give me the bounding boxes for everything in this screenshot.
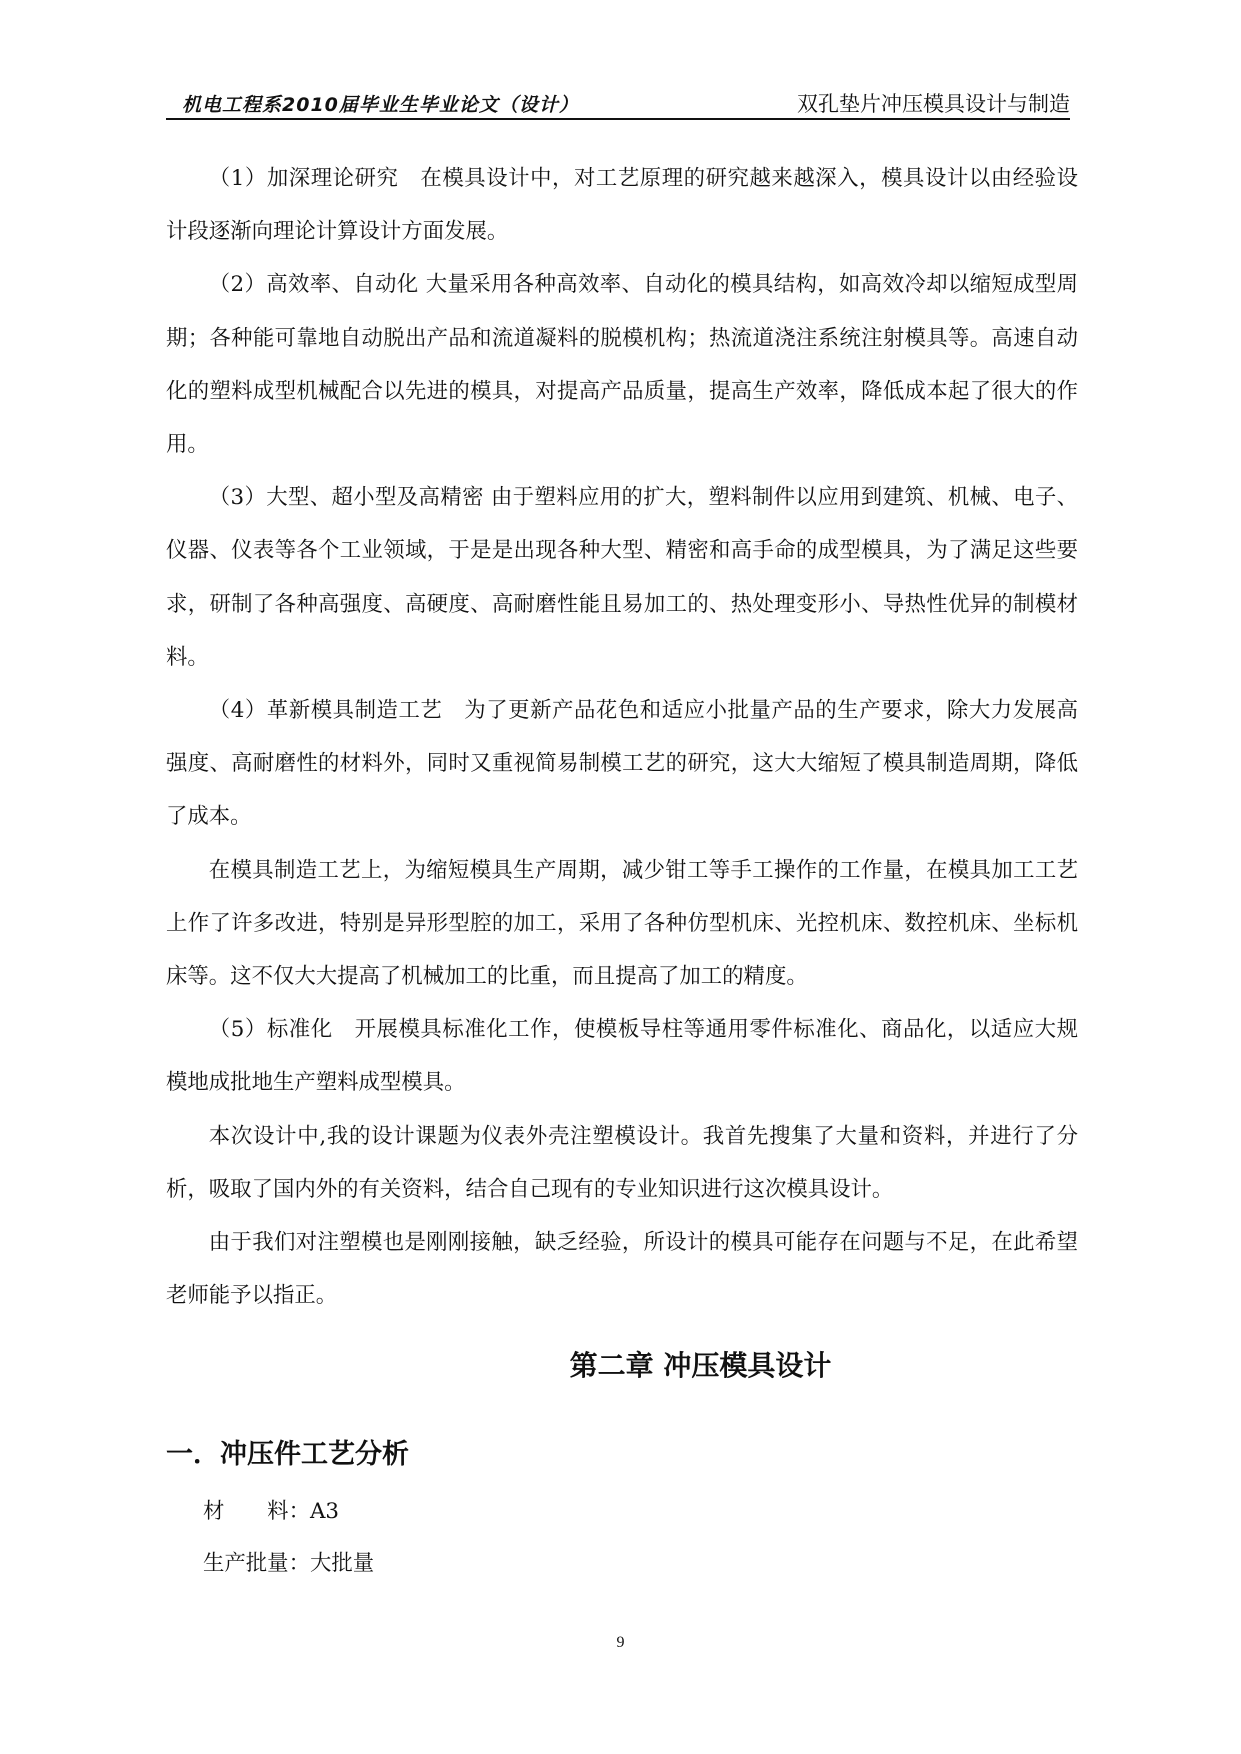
header-right-text: 双孔垫片冲压模具设计与制造 (797, 92, 1070, 116)
page-header (166, 88, 1070, 120)
chapter-title: 第二章 冲压模具设计 (569, 1349, 832, 1382)
paragraph-5: 在模具制造工艺上，为缩短模具生产周期，减少钳工等手工操作的工作量，在模具加工工艺上作了许多改进，特别是异形型腔的加工，采用了各种仿型机床、光控机床、数控机床、坐标机床等。这不仅大大提高了机械加工的比重，而且提高了加工的精度。 (166, 857, 1078, 990)
material-field (203, 1494, 339, 1525)
material-label: 材 料： (203, 1499, 310, 1524)
batch-field (203, 1546, 374, 1577)
batch-value: 大批量 (309, 1551, 375, 1576)
material-value: A3 (309, 1499, 340, 1524)
section-title: 一．冲压件工艺分析 (166, 1439, 409, 1470)
paragraph-1: （1）加深理论研究 在模具设计中，对工艺原理的研究越来越深入，模具设计以由经验设计段逐渐向理论计算设计方面发展。 (166, 166, 1078, 245)
header-left-text: 机电工程系2010届毕业生毕业论文（设计） (182, 94, 579, 116)
paragraph-3: （3）大型、超小型及高精密 由于塑料应用的扩大，塑料制件以应用到建筑、机械、电子、仪器、仪表等各个工业领域，于是是出现各种大型、精密和高手命的成型模具，为了满足这些要求，研制了各种高强度、高硬度、高耐磨性能且易加工的、热处理变形小、导热性优异的制模材料。 (166, 485, 1078, 670)
paragraph-8: 由于我们对注塑模也是刚刚接触，缺乏经验，所设计的模具可能存在问题与不足，在此希望老师能予以指正。 (166, 1230, 1078, 1309)
paragraph-7: 本次设计中,我的设计课题为仪表外壳注塑模设计。我首先搜集了大量和资料，并进行了分析，吸取了国内外的有关资料，结合自己现有的专业知识进行这次模具设计。 (166, 1123, 1078, 1202)
batch-label: 生产批量： (203, 1551, 310, 1576)
body-text (166, 152, 1078, 1322)
page-number: 9 (616, 1634, 625, 1651)
paragraph-6: （5）标准化 开展模具标准化工作，使模板导柱等通用零件标准化、商品化，以适应大规模地成批地生产塑料成型模具。 (166, 1017, 1078, 1096)
paragraph-2: （2）高效率、自动化 大量采用各种高效率、自动化的模具结构，如高效冷却以缩短成型周期；各种能可靠地自动脱出产品和流道凝料的脱模机构；热流道浇注系统注射模具等。高速自动化的塑料成型机械配合以先进的模具，对提高产品质量，提高生产效率，降低成本起了很大的作用。 (166, 272, 1078, 458)
paragraph-4: （4）革新模具制造工艺 为了更新产品花色和适应小批量产品的生产要求，除大力发展高强度、高耐磨性的材料外，同时又重视简易制模工艺的研究，这大大缩短了模具制造周期，降低了成本。 (166, 698, 1078, 830)
